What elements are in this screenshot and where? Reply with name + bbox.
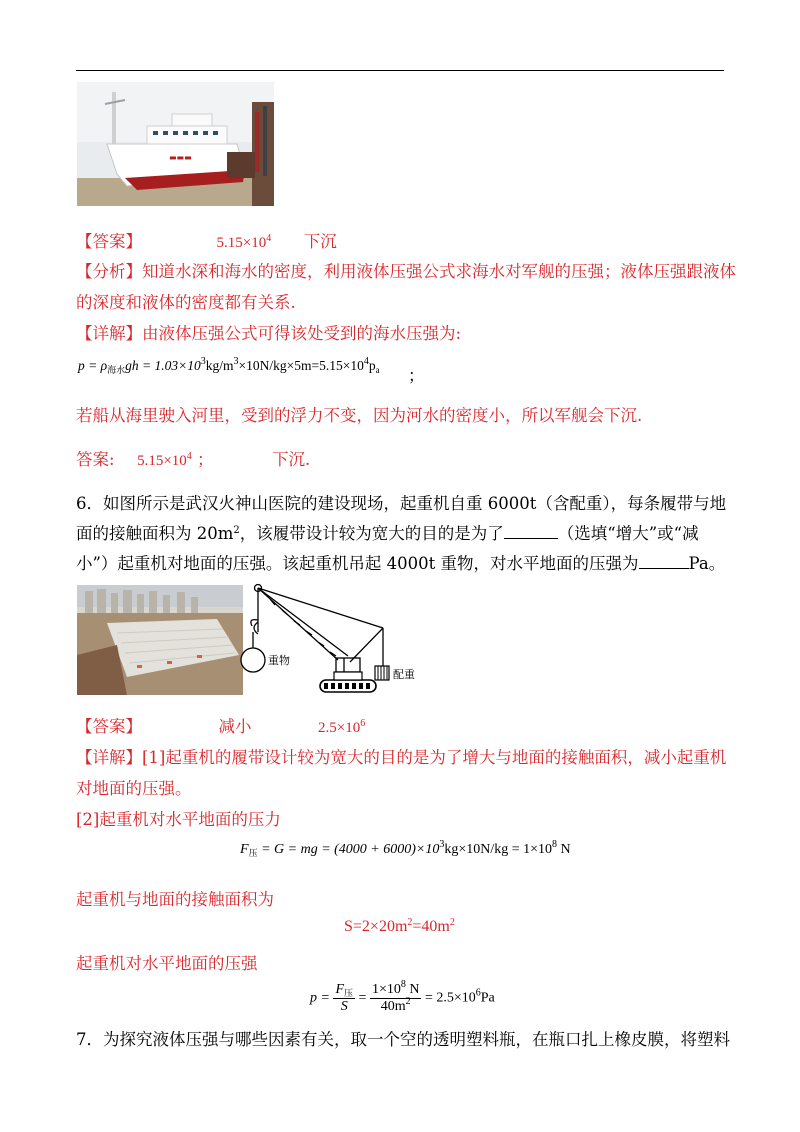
q6-stem-line1: 6．如图所示是武汉火神山医院的建设现场，起重机自重 6000t（含配重），每条履带与地 <box>76 494 727 513</box>
q5-detail-text1: 由液体压强公式可得该处受到的海水压强为: <box>142 324 462 343</box>
q6-blank1[interactable] <box>504 524 558 539</box>
q5-analysis-tag: 【分析】 <box>76 262 142 281</box>
q5-detail-tag: 【详解】 <box>76 324 142 343</box>
q6-blank2[interactable] <box>639 554 689 569</box>
construction-image <box>77 585 243 695</box>
q5-answer2-value1: $5.15\times 10^4$ <box>137 451 192 469</box>
q6-answer-value2: $2.5\times 10^6$ <box>318 718 366 736</box>
q5-answer2-sep: ； <box>197 450 214 469</box>
q5-analysis-line2: 的深度和液体的密度都有关系. <box>76 293 296 312</box>
q5-ship-line: 若船从海里驶入河里，受到的浮力不变，因为河水的密度小，所以军舰会下沉. <box>76 406 643 425</box>
header-rule <box>76 70 724 71</box>
crane-label-weight: 重物 <box>268 655 290 667</box>
crane-diagram <box>238 580 438 700</box>
q5-answer2-value2: 下沉. <box>272 450 311 469</box>
q6-stem-line3: 小”）起重机对地面的压强。该起重机吊起 4000t 重物，对水平地面的压强为 Pa。 <box>76 554 726 573</box>
q5-answer2-label: 答案: <box>76 450 115 469</box>
ship-photo <box>77 82 274 206</box>
crane-label-counterweight: 配重 <box>393 669 415 681</box>
q5-analysis-line1 <box>76 258 736 286</box>
q5-answer-value2: 下沉 <box>303 232 337 251</box>
q5-analysis-text1: 知道水深和海水的密度，利用液体压强公式求海水对军舰的压强；液体压强跟液体 <box>142 262 736 281</box>
crane-drawing <box>238 580 438 700</box>
q6-detail-line2: 对地面的压强。 <box>76 779 192 798</box>
q6-area-formula: $S=2\times 20m^2=40m^2$ <box>344 917 455 935</box>
q5-answer-tag: 【答案】 <box>76 232 142 251</box>
svg-text:▬▬▬: ▬▬▬ <box>169 153 192 162</box>
q6-force-formula: $F_压 = G$ = mg = $(4000 + 6000)\times 10^3kg\times 10N/kg = 1\times 10^8$ N <box>240 839 571 858</box>
construction-photo <box>77 585 243 695</box>
ship-image <box>77 82 274 206</box>
q6-detail-line1: 【详解】[1]起重机的履带设计较为宽大的目的是为了增大与地面的接触面积，减小起重机 <box>76 748 727 767</box>
q6-detail-tag: 【详解】 <box>76 748 142 767</box>
q7-stem-line1: 7．为探究液体压强与哪些因素有关，取一个空的透明塑料瓶，在瓶口扎上橡皮膜，将塑料 <box>76 1030 730 1049</box>
q6-answer-line <box>76 713 365 742</box>
q6-pressure-label: 起重机对水平地面的压强 <box>76 954 258 973</box>
q5-answer-line <box>76 228 337 257</box>
q5-answer2-line <box>76 446 310 475</box>
q5-pressure-formula: $p = \rho_{海水}gh = 1.03\times 10^3kg/m^3\times 10N/kg\times 5m=5.15\times 10^4p_a$ <box>78 356 380 375</box>
q6-detail-line3: [2]起重机对水平地面的压力 <box>76 810 281 829</box>
q6-pressure-formula: p = $\frac{F_压}{S}$ = $\frac{1\times 10^8 N}{40m^2}$ = $2.5\times 10^6Pa$ <box>310 979 495 1014</box>
q5-formula-semicolon: ； <box>408 366 425 385</box>
q5-answer-value1: $5.15\times 10^4$ <box>216 233 272 251</box>
q5-detail-line1 <box>76 320 461 348</box>
q6-answer-tag: 【答案】 <box>76 717 142 736</box>
q6-area-label: 起重机与地面的接触面积为 <box>76 890 274 909</box>
q6-stem-line2: 面的接触面积为 $20m^2$，该履带设计较为宽大的目的是为了 （选填“增大”或“减 <box>76 524 699 543</box>
q6-answer-value1: 减小 <box>218 717 252 736</box>
